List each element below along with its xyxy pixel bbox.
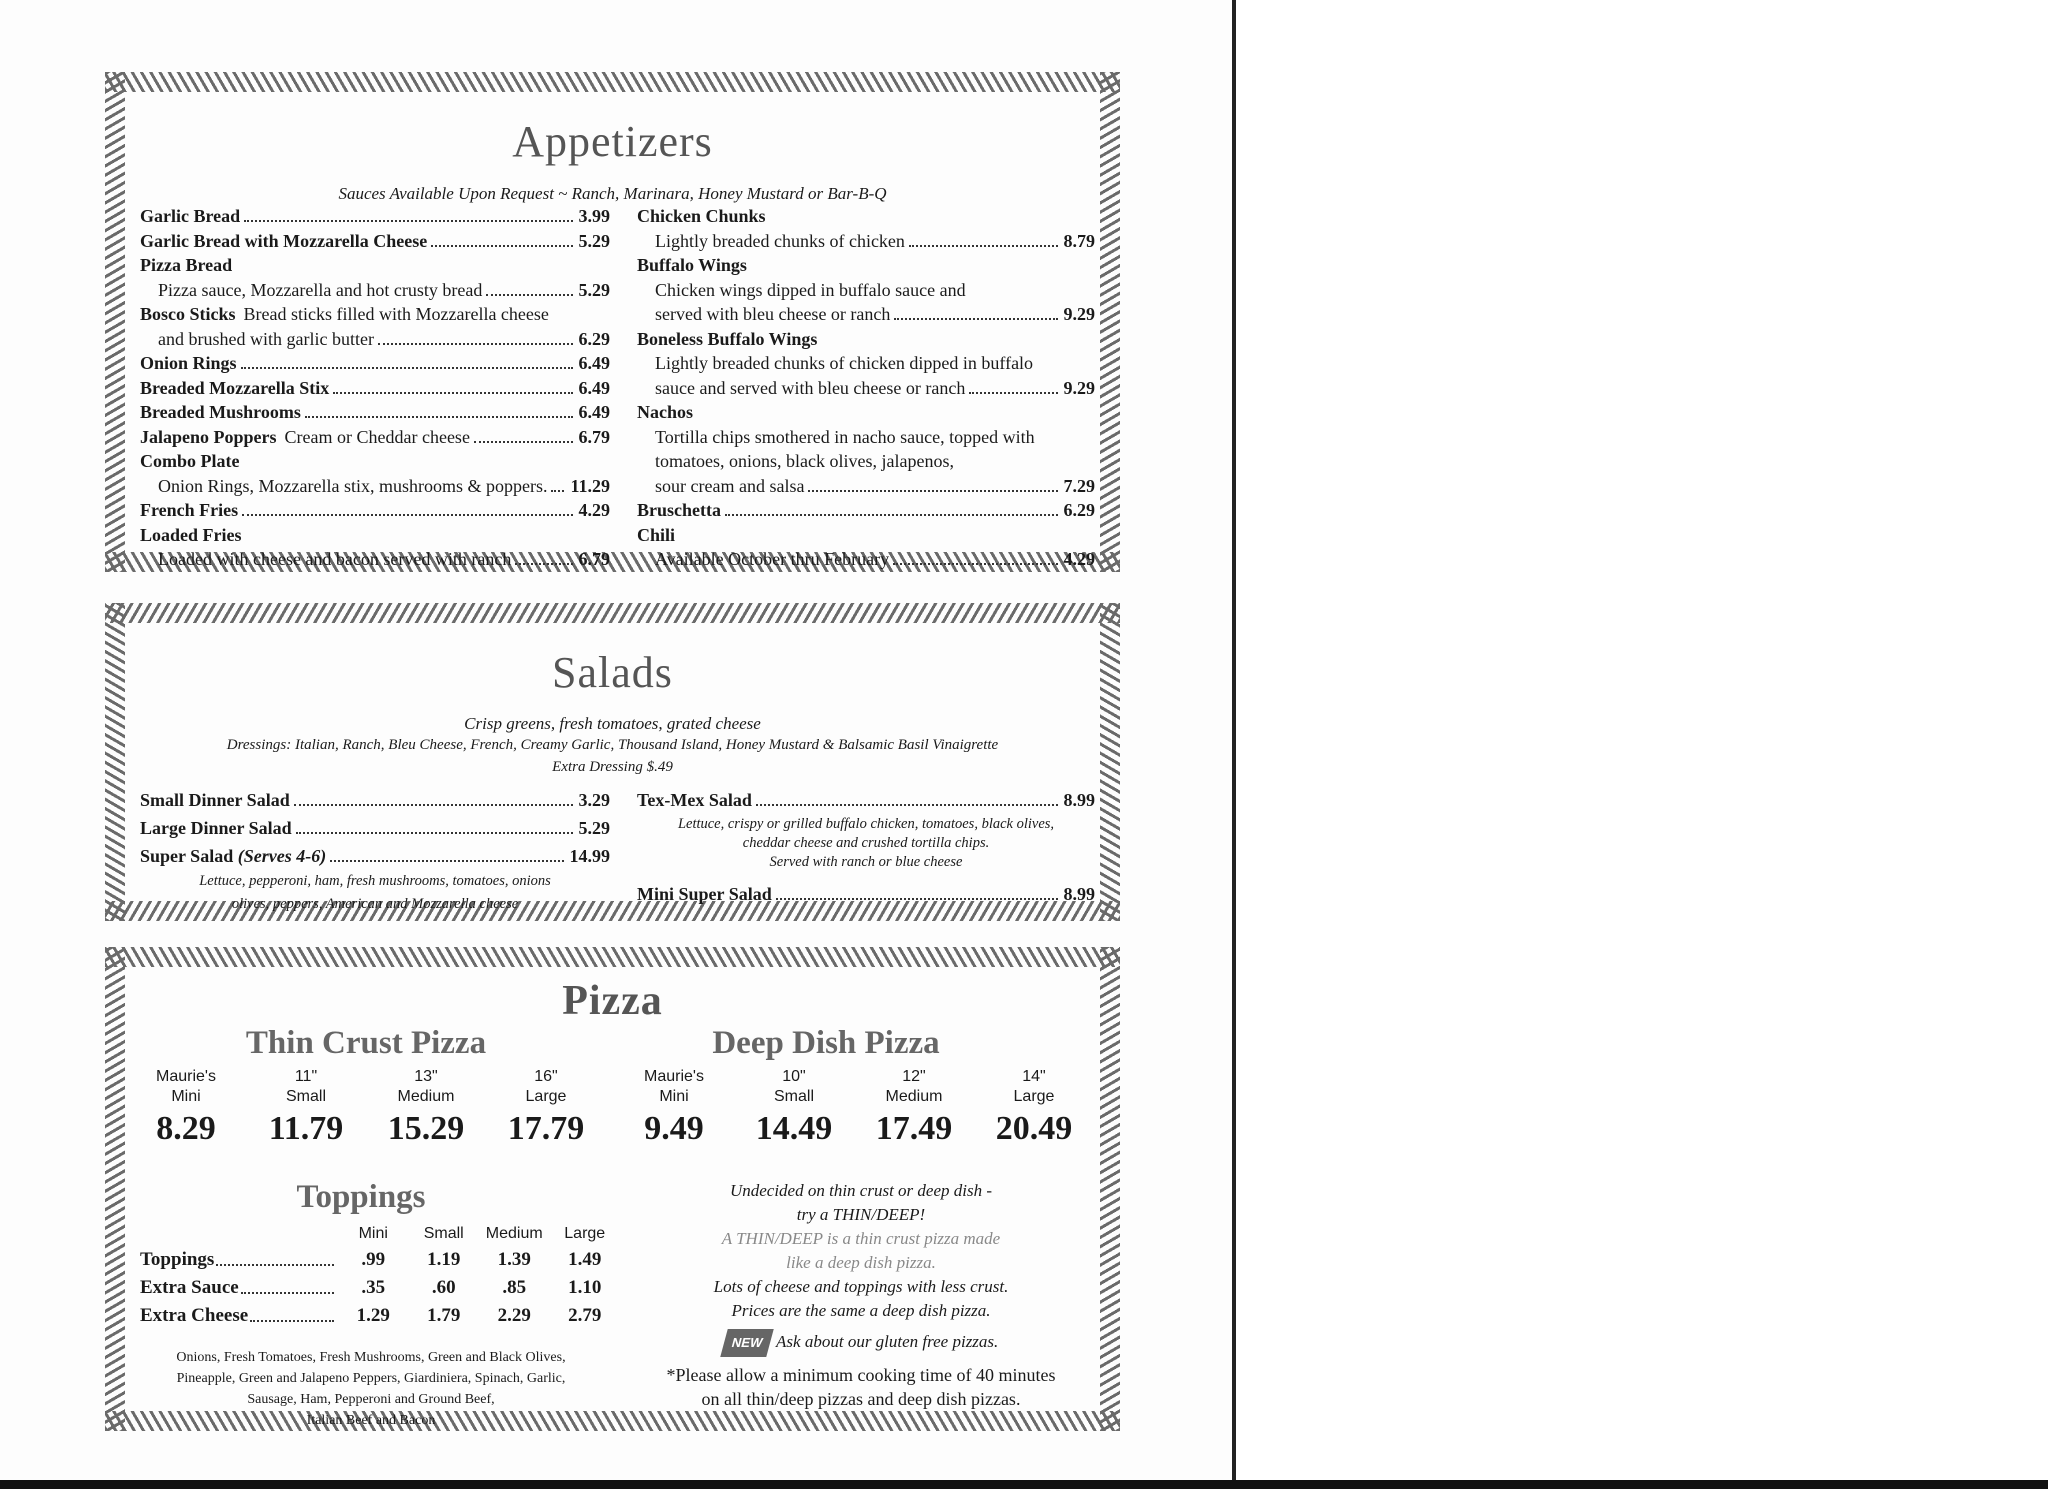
cooking-time-note: *Please allow a minimum cooking time of 40 minutes on all thin/deep pizzas and deep dish pizzas. <box>666 1365 1056 1409</box>
menu-item: Buffalo Wings <box>637 255 747 275</box>
appetizers-left-column <box>140 206 610 574</box>
size-price: 13" Medium 15.29 <box>387 1068 465 1147</box>
menu-item: French Fries 4.29 <box>140 500 610 520</box>
scan-edge <box>0 1480 2048 1489</box>
menu-item: Combo Plate <box>140 451 240 471</box>
toppings-table <box>140 1225 620 1333</box>
menu-item: Mini Super Salad 8.99 <box>637 883 1095 904</box>
menu-item: Available October thru February 4.29 <box>655 549 1095 569</box>
menu-item: Large Dinner Salad 5.29 <box>140 818 610 838</box>
menu-item: Boneless Buffalo Wings <box>637 328 818 349</box>
tex-mex-note: Served with ranch or blue cheese <box>769 853 963 870</box>
menu-item: Chicken wings dipped in buffalo sauce and <box>655 279 966 300</box>
menu-item: Tortilla chips smothered in nacho sauce, topped with <box>655 426 1035 447</box>
menu-item: Pizza sauce, Mozzarella and hot crusty bread 5.29 <box>158 279 610 300</box>
size-price: 11" Small 11.79 <box>268 1068 344 1147</box>
salads-title: Salads <box>552 648 673 697</box>
size-price: Maurie's Mini 9.49 <box>644 1068 704 1147</box>
menu-item: Lightly breaded chunks of chicken dipped in buffalo <box>655 353 1034 373</box>
menu-item: Breaded Mushrooms 6.49 <box>140 402 610 422</box>
appetizers-right-column <box>637 206 1095 574</box>
pizza-title: Pizza <box>562 978 663 1024</box>
size-price: 10" Small 14.49 <box>755 1068 833 1147</box>
new-badge: NEW <box>720 1329 774 1357</box>
thin-crust-prices <box>131 1067 601 1151</box>
toppings-row: Toppings .99 1.19 1.39 1.49 <box>140 1249 602 1270</box>
thin-crust-title: Thin Crust Pizza <box>245 1025 487 1061</box>
menu-item: Garlic Bread with Mozzarella Cheese 5.29 <box>140 230 610 251</box>
toppings-header: Small <box>423 1225 464 1242</box>
menu-item: sauce and served with bleu cheese or ranch 9.29 <box>655 377 1095 398</box>
toppings-header: Large <box>564 1225 606 1242</box>
pizza-panel <box>105 947 1120 1431</box>
toppings-list: Onions, Fresh Tomatoes, Fresh Mushrooms, Green and Black Olives, Pineapple, Green and Jalapeno Peppers, Giardiniera, Spinach, Garlic, Sausage, Ham, Pepperoni and Ground Beef, Italian Beef and Bacon <box>176 1350 566 1428</box>
menu-item: Loaded with cheese and bacon served with ranch 6.79 <box>158 549 610 569</box>
menu-item: Bosco Sticks Bread sticks filled with Mozzarella cheese <box>140 304 549 324</box>
toppings-row: Extra Sauce .35 .60 .85 1.10 <box>140 1277 602 1298</box>
tex-mex-note: Lettuce, crispy or grilled buffalo chicken, tomatoes, black olives, <box>677 815 1055 832</box>
size-price: Maurie's Mini 8.29 <box>156 1068 216 1147</box>
menu-item: Bruschetta 6.29 <box>637 500 1095 520</box>
menu-item: Chili <box>637 524 676 545</box>
salads-panel <box>105 603 1120 921</box>
toppings-header: Medium <box>485 1225 543 1242</box>
size-price: 12" Medium 17.49 <box>875 1068 953 1147</box>
menu-item: sour cream and salsa 7.29 <box>655 475 1095 496</box>
toppings-title: Toppings <box>296 1179 426 1215</box>
size-price: 14" Large 20.49 <box>995 1068 1073 1147</box>
super-salad-note: olives, peppers, American and Mozzarella cheese <box>231 896 519 912</box>
menu-item: and brushed with garlic butter 6.29 <box>158 328 610 349</box>
menu-item: Chicken Chunks <box>637 206 766 226</box>
menu-item: Onion Rings 6.49 <box>140 353 610 373</box>
appetizers-panel <box>105 72 1120 572</box>
salads-right-column <box>637 790 1095 908</box>
toppings-row: Extra Cheese 1.29 1.79 2.29 2.79 <box>140 1305 602 1326</box>
menu-item: Lightly breaded chunks of chicken 8.79 <box>655 230 1095 251</box>
deep-dish-title: Deep Dish Pizza <box>712 1025 940 1061</box>
appetizers-title: Appetizers <box>512 117 713 166</box>
size-price: 16" Large 17.79 <box>507 1068 585 1147</box>
menu-item: served with bleu cheese or ranch 9.29 <box>655 304 1095 324</box>
menu-item: Onion Rings, Mozzarella stix, mushrooms & poppers. 11.29 <box>158 475 610 496</box>
menu-item: Tex-Mex Salad 8.99 <box>637 790 1095 810</box>
menu-item: Jalapeno Poppers Cream or Cheddar cheese 6.79 <box>140 426 610 447</box>
menu-item: Garlic Bread 3.99 <box>140 206 610 226</box>
menu-item: tomatoes, onions, black olives, jalapenos, <box>655 451 954 471</box>
menu-item: Breaded Mozzarella Stix 6.49 <box>140 377 610 398</box>
salads-left-column <box>140 790 610 914</box>
thin-deep-info: Undecided on thin crust or deep dish - try a THIN/DEEP! A THIN/DEEP is a thin crust pizza made like a deep dish pizza. Lots of cheese and toppings with less crust. Prices are the same a deep dish pizza. NEW Ask about our gluten free pizzas. <box>671 1179 1051 1357</box>
menu-item: Loaded Fries <box>140 524 242 545</box>
menu-item: Nachos <box>637 402 694 422</box>
salads-dressings: Dressings: Italian, Ranch, Bleu Cheese, French, Creamy Garlic, Thousand Island, Honey Mustard & Balsamic Basil Vinaigrette <box>226 737 999 753</box>
salads-description: Crisp greens, fresh tomatoes, grated cheese <box>464 714 761 733</box>
tex-mex-note: cheddar cheese and crushed tortilla chips. <box>742 834 990 851</box>
toppings-header: Mini <box>358 1225 388 1242</box>
deep-dish-prices <box>619 1067 1089 1151</box>
menu-item: Small Dinner Salad 3.29 <box>140 790 610 810</box>
menu-item: Super Salad (Serves 4-6) 14.99 <box>140 846 610 866</box>
appetizers-subtitle: Sauces Available Upon Request ~ Ranch, Marinara, Honey Mustard or Bar-B-Q <box>338 184 887 203</box>
menu-item: Pizza Bread <box>140 255 233 275</box>
salads-extra-dressing: Extra Dressing $.49 <box>552 759 673 775</box>
super-salad-note: Lettuce, pepperoni, ham, fresh mushrooms, tomatoes, onions <box>199 873 551 889</box>
